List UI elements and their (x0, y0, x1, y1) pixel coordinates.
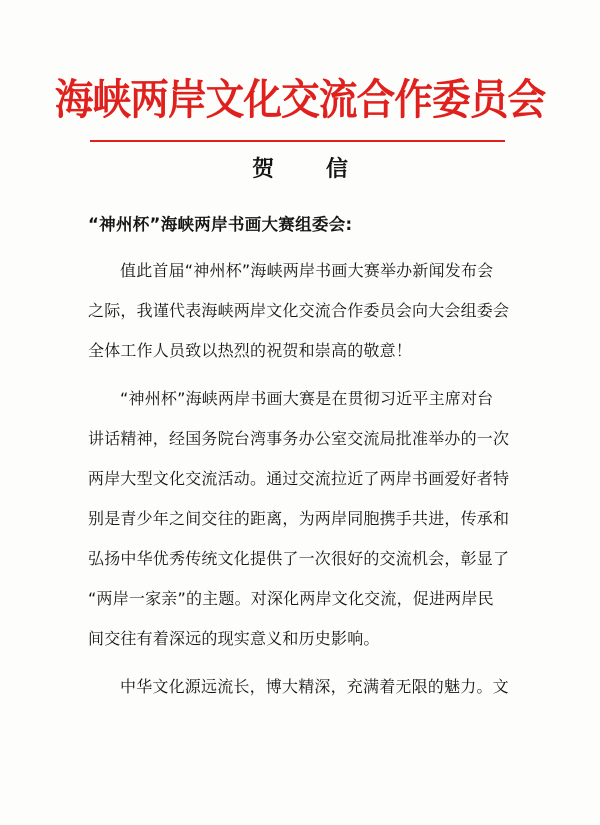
paragraph-line: “两岸一家亲”的主题。对深化两岸文化交流，促进两岸民 (88, 589, 494, 608)
paragraph-3 (88, 667, 512, 707)
paragraph-line: 两岸大型文化交流活动。通过交流拉近了两岸书画爱好者特 (88, 469, 510, 488)
salutation: “神州杯”海峡两岸书画大赛组委会: (88, 215, 353, 234)
letterhead-divider (90, 140, 505, 142)
paragraph-line: 间交往有着深远的现实意义和历史影响。 (88, 629, 380, 648)
document-title: 贺 信 (252, 157, 370, 182)
paragraph-line: “神州杯”海峡两岸书画大赛是在贯彻习近平主席对台 (120, 389, 494, 408)
paragraph-line: 讲话精神，经国务院台湾事务办公室交流局批准举办的一次 (88, 429, 510, 448)
paragraph-line: 中华文化源远流长，博大精深，充满着无限的魅力。文 (120, 677, 509, 696)
paragraph-line: 之际，我谨代表海峡两岸文化交流合作委员会向大会组委会 (88, 301, 510, 320)
paragraph-spacer (88, 659, 512, 667)
paragraph-line: 别是青少年之间交往的距离，为两岸同胞携手共进，传承和 (88, 509, 510, 528)
paragraph-1 (88, 251, 512, 371)
paragraph-2 (88, 379, 512, 659)
paragraph-line: 弘扬中华优秀传统文化提供了一次很好的交流机会，彰显了 (88, 549, 510, 568)
letter-body (88, 207, 512, 707)
paragraph-line: 全体工作人员致以热烈的祝贺和崇高的敬意！ (88, 341, 413, 360)
letterhead-org-name: 海峡两岸文化交流合作委员会 (54, 75, 546, 124)
paragraph-line: 值此首届“神州杯”海峡两岸书画大赛举办新闻发布会 (120, 261, 494, 280)
paragraph-spacer (88, 371, 512, 379)
